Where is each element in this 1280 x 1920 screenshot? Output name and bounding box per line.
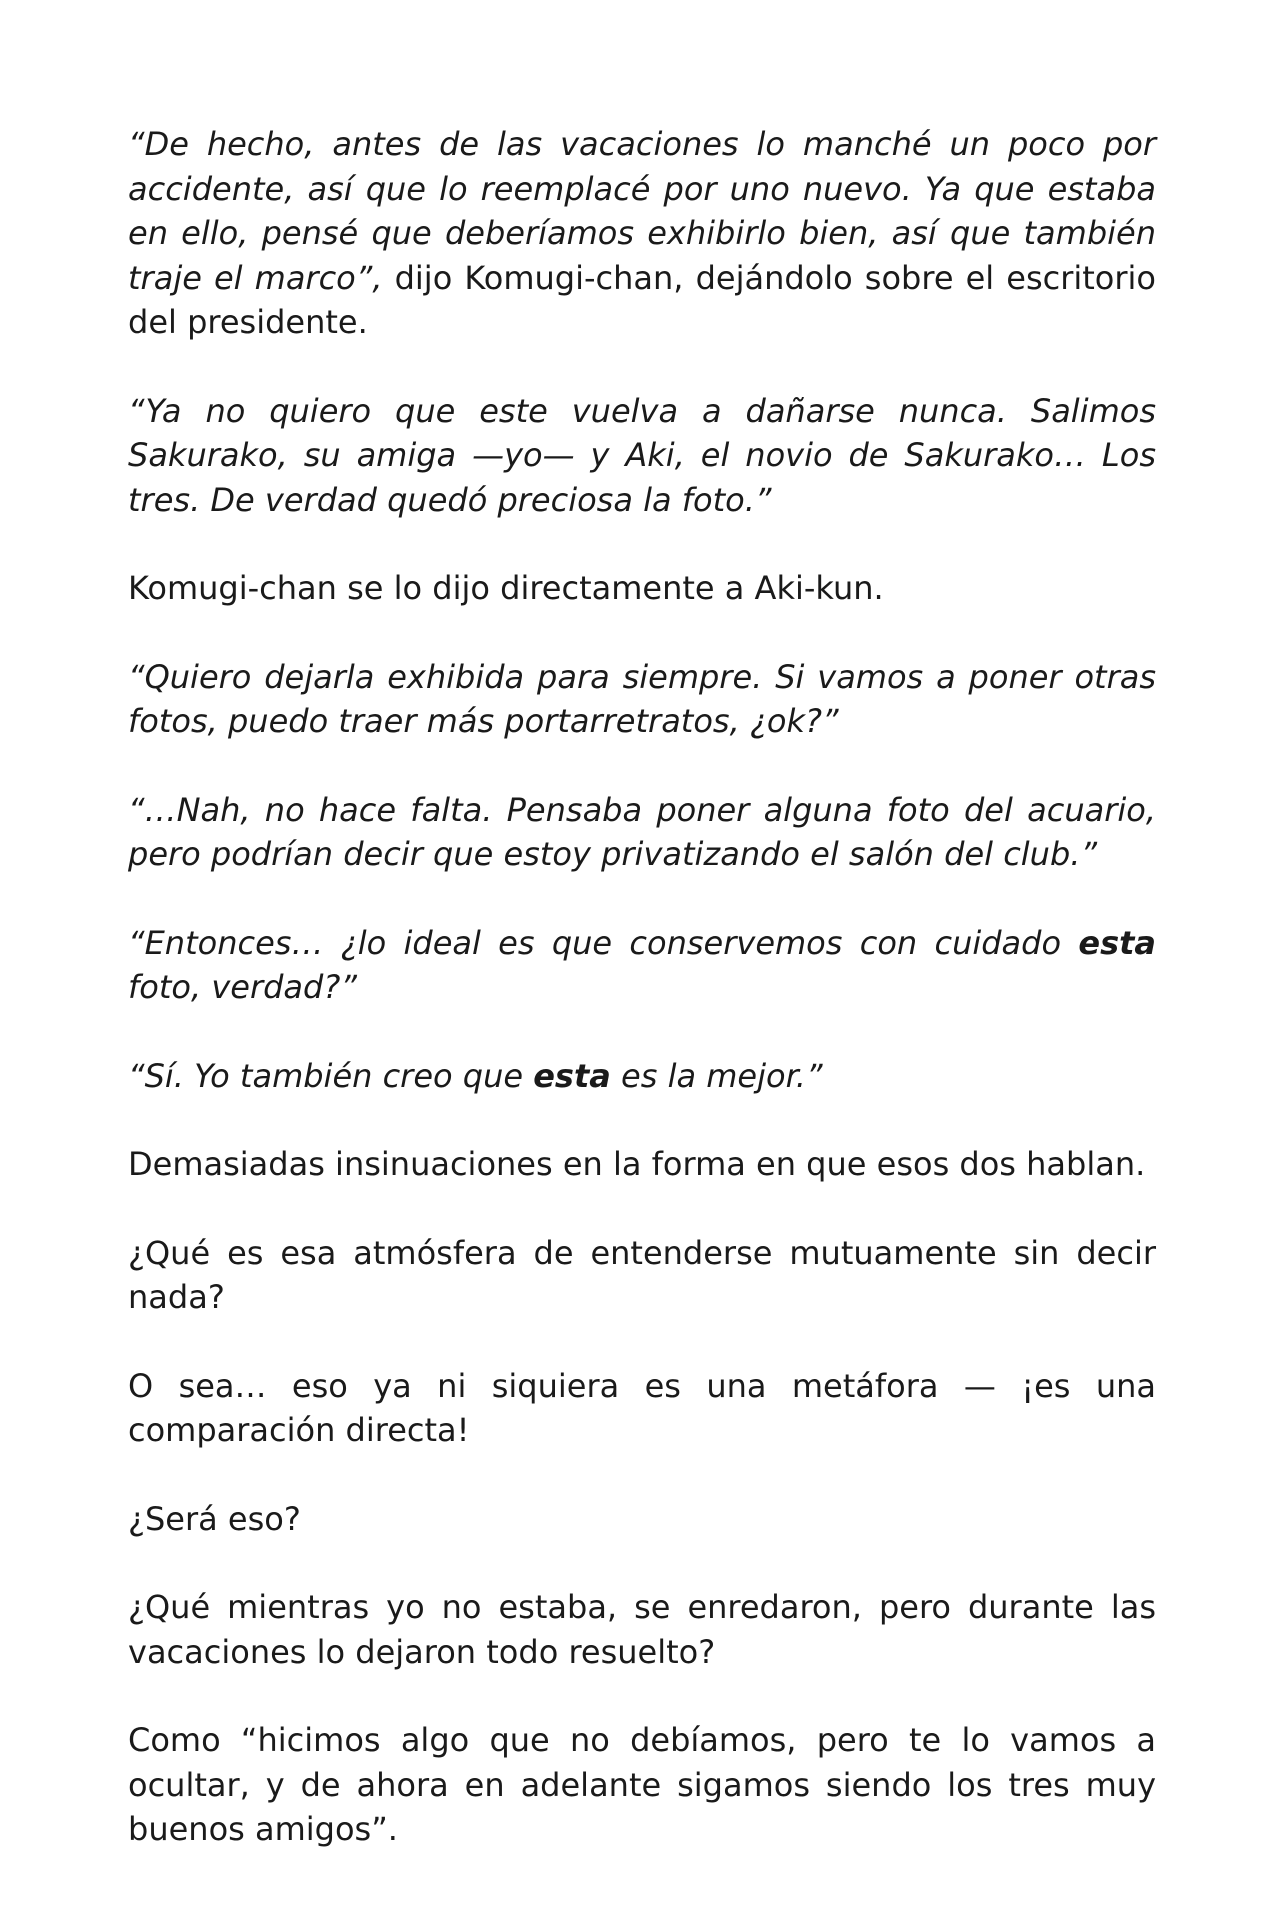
paragraph-7-emphasis: esta [533, 1056, 611, 1095]
paragraph-13: Como “hicimos algo que no debíamos, pero te lo vamos a ocultar, y de ahora en adelante sigamos siendo los tres muy buenos amigos”. [128, 1721, 1156, 1848]
paragraph-6-emphasis: esta [1078, 923, 1156, 962]
paragraph-12: ¿Qué mientras yo no estaba, se enredaron, pero durante las vacaciones lo dejaron todo resuelto? [128, 1588, 1156, 1671]
paragraph-1-dialogue: “De hecho, antes de las vacaciones lo manché un poco por accidente, así que lo reemplacé por uno nuevo. Ya que estaba en ello, pensé que deberíamos exhibirlo bien, así que también traje el marco”, [128, 125, 1156, 297]
paragraph-8: Demasiadas insinuaciones en la forma en que esos dos hablan. [128, 1145, 1146, 1183]
paragraph-5: “…Nah, no hace falta. Pensaba poner alguna foto del acuario, pero podrían decir que estoy privatizando el salón del club.” [128, 790, 1156, 873]
paragraph-10: O sea… eso ya ni siquiera es una metáfora — ¡es una comparación directa! [128, 1366, 1156, 1449]
paragraph-9: ¿Qué es esa atmósfera de entenderse mutuamente sin decir nada? [128, 1233, 1156, 1316]
paragraph-6-before: “Entonces… ¿lo ideal es que conservemos con cuidado [128, 923, 1079, 962]
paragraph-3: Komugi-chan se lo dijo directamente a Aki-kun. [128, 569, 884, 607]
paragraph-7-before: “Sí. Yo también creo que [128, 1056, 534, 1095]
paragraph-1-narration: dijo Komugi-chan, dejándolo sobre el escritorio del presidente. [128, 258, 1157, 341]
paragraph-7-after: es la mejor.” [610, 1056, 823, 1095]
paragraph-2: “Ya no quiero que este vuelva a dañarse nunca. Salimos Sakurako, su amiga —yo— y Aki, el novio de Sakurako… Los tres. De verdad quedó preciosa la foto.” [128, 391, 1156, 519]
paragraph-7 [128, 1054, 1156, 1099]
paragraph-6-after: foto, verdad?” [128, 968, 357, 1006]
paragraph-1 [128, 122, 1156, 345]
paragraph-11: ¿Será eso? [128, 1499, 301, 1538]
paragraph-4: “Quiero dejarla exhibida para siempre. Si vamos a poner otras fotos, puedo traer más portarretratos, ¿ok?” [128, 657, 1156, 740]
paragraph-6 [128, 921, 1156, 1010]
document-page [128, 122, 1156, 1896]
